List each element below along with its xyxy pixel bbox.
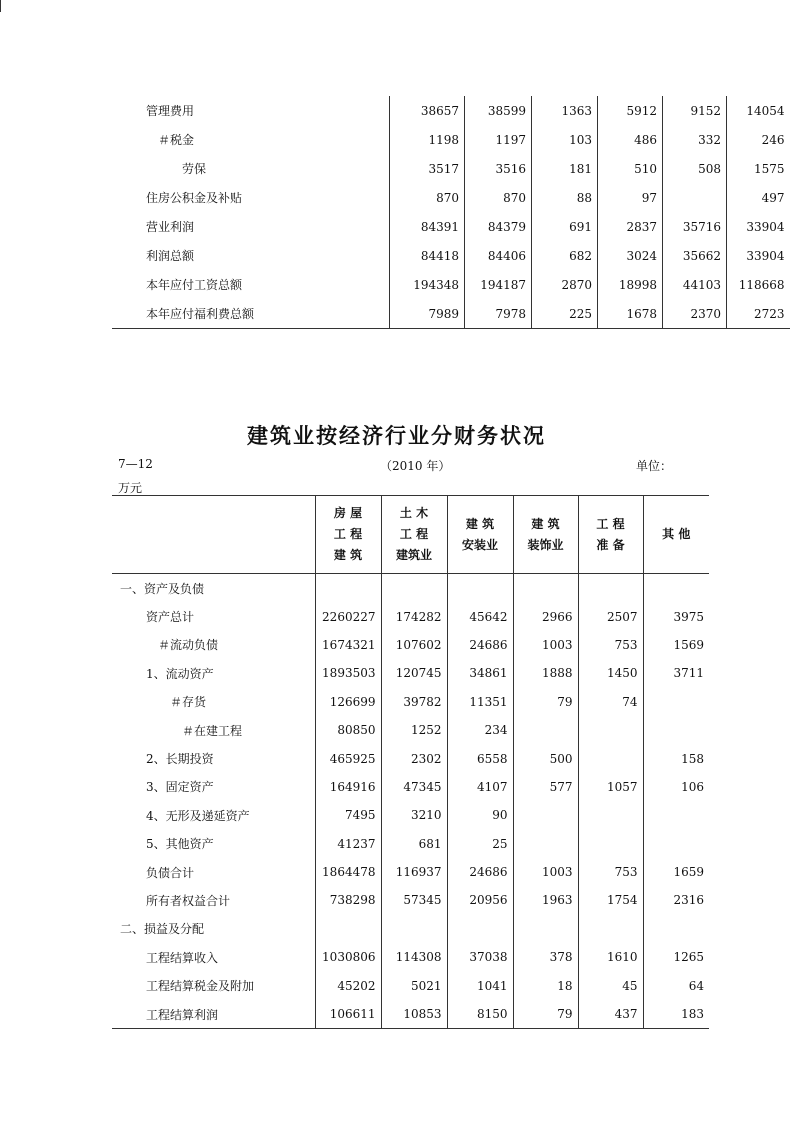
cell-value: 508	[663, 154, 727, 183]
column-header	[315, 496, 381, 574]
table-row	[112, 688, 709, 716]
cell-value: 116937	[381, 858, 447, 886]
row-label: 工程结算收入	[146, 950, 219, 965]
cell-value: 57345	[381, 886, 447, 914]
cell-value: 1265	[643, 943, 709, 971]
cell-value: 234	[447, 716, 513, 744]
cell-value: 164916	[315, 773, 381, 801]
cell-value: 1198	[390, 125, 465, 154]
cell-value: 107602	[381, 631, 447, 659]
cell-value	[578, 574, 643, 603]
cell-value: 33904	[727, 212, 790, 241]
cell-value	[643, 716, 709, 744]
table-row	[112, 773, 709, 801]
cell-value	[643, 688, 709, 716]
cell-value: 1864478	[315, 858, 381, 886]
cell-value	[663, 183, 727, 212]
cell-value: 1057	[578, 773, 643, 801]
cell-value: 870	[390, 183, 465, 212]
cell-value	[643, 915, 709, 943]
cell-value: 47345	[381, 773, 447, 801]
row-label: 所有者权益合计	[146, 893, 231, 908]
row-label: 工程结算利润	[146, 1007, 219, 1022]
cell-value: 691	[532, 212, 598, 241]
cell-value: 194187	[465, 270, 532, 299]
cell-value: 39782	[381, 688, 447, 716]
cell-value	[447, 574, 513, 603]
column-header-line: 建筑业	[395, 548, 432, 562]
cell-value: 1575	[727, 154, 790, 183]
column-header-line: 建 筑	[531, 516, 560, 531]
cell-value: 41237	[315, 830, 381, 858]
table-row	[112, 659, 709, 687]
cell-value: 1197	[465, 125, 532, 154]
top-table-body	[112, 96, 790, 329]
cell-value: 9152	[663, 96, 727, 125]
bottom-table-body	[112, 574, 709, 1029]
cell-value: 25	[447, 830, 513, 858]
cell-value	[513, 915, 578, 943]
cell-value: 7989	[390, 299, 465, 329]
cell-value: 183	[643, 1000, 709, 1029]
cell-value: 246	[727, 125, 790, 154]
cell-value: 1963	[513, 886, 578, 914]
cell-value: 120745	[381, 659, 447, 687]
cell-value: 20956	[447, 886, 513, 914]
cell-value: 3975	[643, 602, 709, 630]
table-row	[112, 858, 709, 886]
year-label: （2010 年）	[380, 459, 451, 473]
cell-value: 10853	[381, 1000, 447, 1029]
cell-value: 37038	[447, 943, 513, 971]
cell-value: 103	[532, 125, 598, 154]
unit-label: 单位：	[636, 459, 673, 473]
cell-value: 1888	[513, 659, 578, 687]
cell-value: 486	[598, 125, 663, 154]
cell-value: 18998	[598, 270, 663, 299]
table-row	[112, 744, 709, 772]
table-row	[112, 154, 790, 183]
cell-value: 97	[598, 183, 663, 212]
table-header-row	[112, 496, 709, 574]
cell-value: 577	[513, 773, 578, 801]
cell-value: 64	[643, 971, 709, 999]
cell-value	[513, 716, 578, 744]
cell-value: 106611	[315, 1000, 381, 1029]
row-label: 1、流动资产	[146, 666, 214, 681]
cell-value: 681	[381, 830, 447, 858]
cell-value: 7495	[315, 801, 381, 829]
row-label: 劳保	[182, 162, 207, 176]
table-row	[112, 270, 790, 299]
cell-value: 7978	[465, 299, 532, 329]
cell-value: 2370	[663, 299, 727, 329]
table-id: 7—12	[118, 457, 153, 471]
cell-value: 38599	[465, 96, 532, 125]
column-header-line: 工 程	[399, 527, 429, 541]
cell-value: 1674321	[315, 631, 381, 659]
cell-value	[447, 915, 513, 943]
cell-value: 870	[465, 183, 532, 212]
table-row	[112, 971, 709, 999]
row-label: 4、无形及递延资产	[146, 808, 250, 823]
cell-value: 6558	[447, 744, 513, 772]
cell-value: 126699	[315, 688, 381, 716]
cell-value: 738298	[315, 886, 381, 914]
cell-value: 3024	[598, 241, 663, 270]
cell-value: 2260227	[315, 602, 381, 630]
cell-value: 4107	[447, 773, 513, 801]
row-label: 住房公积金及补贴	[146, 191, 243, 205]
cell-value	[643, 830, 709, 858]
page-title: 建筑业按经济行业分财务状况	[247, 424, 546, 448]
row-label: ＃存货	[170, 695, 207, 710]
cell-value	[643, 574, 709, 603]
cell-value: 79	[513, 1000, 578, 1029]
cell-value: 225	[532, 299, 598, 329]
cell-value: 45202	[315, 971, 381, 999]
cell-value: 2507	[578, 602, 643, 630]
cell-value: 35716	[663, 212, 727, 241]
cell-value: 1893503	[315, 659, 381, 687]
cell-value: 1252	[381, 716, 447, 744]
table-row	[112, 241, 790, 270]
table-row	[112, 212, 790, 241]
cell-value: 88	[532, 183, 598, 212]
row-label: 负债合计	[146, 865, 195, 880]
row-label: ＃流动负债	[158, 638, 219, 653]
cell-value: 5021	[381, 971, 447, 999]
cell-value: 79	[513, 688, 578, 716]
cell-value: 1041	[447, 971, 513, 999]
header-corner	[112, 496, 315, 574]
cell-value: 2837	[598, 212, 663, 241]
cell-value: 84379	[465, 212, 532, 241]
column-header-line: 房 屋	[333, 506, 363, 520]
cell-value: 1003	[513, 631, 578, 659]
column-header-line: 安装业	[461, 537, 498, 552]
column-header	[643, 496, 709, 574]
row-label: 二、损益及分配	[120, 922, 205, 937]
cell-value: 114308	[381, 943, 447, 971]
cell-value: 1450	[578, 659, 643, 687]
cell-value: 1754	[578, 886, 643, 914]
cell-value	[381, 574, 447, 603]
cell-value: 90	[447, 801, 513, 829]
cell-value: 3516	[465, 154, 532, 183]
cell-value: 2966	[513, 602, 578, 630]
cell-value: 8150	[447, 1000, 513, 1029]
cell-value	[513, 574, 578, 603]
cell-value: 682	[532, 241, 598, 270]
row-label: 本年应付工资总额	[146, 278, 243, 292]
cell-value	[315, 574, 381, 603]
cell-value	[578, 716, 643, 744]
column-header-line: 工 程	[596, 516, 625, 531]
row-label: 3、固定资产	[146, 780, 214, 795]
cell-value: 753	[578, 858, 643, 886]
cell-value: 45642	[447, 602, 513, 630]
cell-value: 1659	[643, 858, 709, 886]
column-header-line: 其 他	[662, 527, 691, 541]
column-header-line: 土 木	[399, 506, 429, 520]
cell-value	[643, 801, 709, 829]
cell-value	[578, 915, 643, 943]
table-row	[112, 801, 709, 829]
table-row	[112, 716, 709, 744]
column-header-line: 装饰业	[527, 537, 564, 552]
cell-value: 34861	[447, 659, 513, 687]
cell-value: 181	[532, 154, 598, 183]
cell-value: 11351	[447, 688, 513, 716]
cell-value: 2316	[643, 886, 709, 914]
cell-value: 84418	[390, 241, 465, 270]
cell-value: 24686	[447, 631, 513, 659]
table-row	[112, 183, 790, 212]
cell-value	[315, 915, 381, 943]
cell-value: 158	[643, 744, 709, 772]
row-label: ＃税金	[158, 133, 195, 147]
table-row	[112, 886, 709, 914]
table-row	[112, 943, 709, 971]
cell-value: 1678	[598, 299, 663, 329]
cell-value: 3517	[390, 154, 465, 183]
unit-value: 万元	[118, 481, 143, 495]
cell-value	[513, 801, 578, 829]
cell-value	[578, 744, 643, 772]
cell-value	[381, 915, 447, 943]
cell-value: 2302	[381, 744, 447, 772]
cell-value: 332	[663, 125, 727, 154]
cell-value: 45	[578, 971, 643, 999]
row-label: 5、其他资产	[146, 837, 214, 852]
cell-value: 18	[513, 971, 578, 999]
cell-value: 106	[643, 773, 709, 801]
column-header-line: 建 筑	[333, 548, 363, 562]
page-corner-mark	[0, 0, 1, 12]
table-row	[112, 1000, 709, 1029]
cell-value: 38657	[390, 96, 465, 125]
cell-value: 80850	[315, 716, 381, 744]
cell-value	[513, 830, 578, 858]
cell-value: 753	[578, 631, 643, 659]
cell-value: 194348	[390, 270, 465, 299]
cell-value: 24686	[447, 858, 513, 886]
cell-value: 14054	[727, 96, 790, 125]
cell-value: 510	[598, 154, 663, 183]
cell-value	[578, 801, 643, 829]
cell-value: 33904	[727, 241, 790, 270]
column-header	[381, 496, 447, 574]
top-financial-table	[112, 96, 790, 329]
cell-value	[578, 830, 643, 858]
row-label: 利润总额	[146, 249, 195, 263]
cell-value: 1610	[578, 943, 643, 971]
cell-value: 1030806	[315, 943, 381, 971]
table-row	[112, 830, 709, 858]
cell-value: 378	[513, 943, 578, 971]
row-label: 管理费用	[146, 104, 195, 118]
column-header	[578, 496, 643, 574]
cell-value: 2723	[727, 299, 790, 329]
cell-value: 5912	[598, 96, 663, 125]
cell-value: 84391	[390, 212, 465, 241]
table-row	[112, 915, 709, 943]
row-label: 资产总计	[146, 610, 195, 625]
table-row	[112, 602, 709, 630]
row-label: 营业利润	[146, 220, 195, 234]
cell-value: 3210	[381, 801, 447, 829]
column-header-line: 准 备	[596, 537, 625, 552]
table-row	[112, 125, 790, 154]
column-header-line: 建 筑	[465, 516, 495, 531]
row-label: 本年应付福利费总额	[146, 307, 255, 321]
row-label: 2、长期投资	[146, 752, 214, 767]
cell-value: 174282	[381, 602, 447, 630]
column-header	[513, 496, 578, 574]
cell-value: 44103	[663, 270, 727, 299]
column-header-line: 工 程	[333, 527, 363, 541]
cell-value: 74	[578, 688, 643, 716]
table-row	[112, 631, 709, 659]
table-row	[112, 299, 790, 329]
cell-value: 118668	[727, 270, 790, 299]
cell-value: 497	[727, 183, 790, 212]
cell-value: 437	[578, 1000, 643, 1029]
cell-value: 500	[513, 744, 578, 772]
cell-value: 1363	[532, 96, 598, 125]
cell-value: 465925	[315, 744, 381, 772]
bottom-financial-table	[112, 495, 709, 1029]
row-label: 工程结算税金及附加	[146, 979, 255, 994]
row-label: ＃在建工程	[182, 723, 243, 738]
cell-value: 1003	[513, 858, 578, 886]
column-header	[447, 496, 513, 574]
cell-value: 84406	[465, 241, 532, 270]
cell-value: 3711	[643, 659, 709, 687]
table-row	[112, 574, 709, 603]
row-label: 一、资产及负债	[120, 581, 205, 596]
cell-value: 35662	[663, 241, 727, 270]
cell-value: 1569	[643, 631, 709, 659]
table-row	[112, 96, 790, 125]
cell-value: 2870	[532, 270, 598, 299]
